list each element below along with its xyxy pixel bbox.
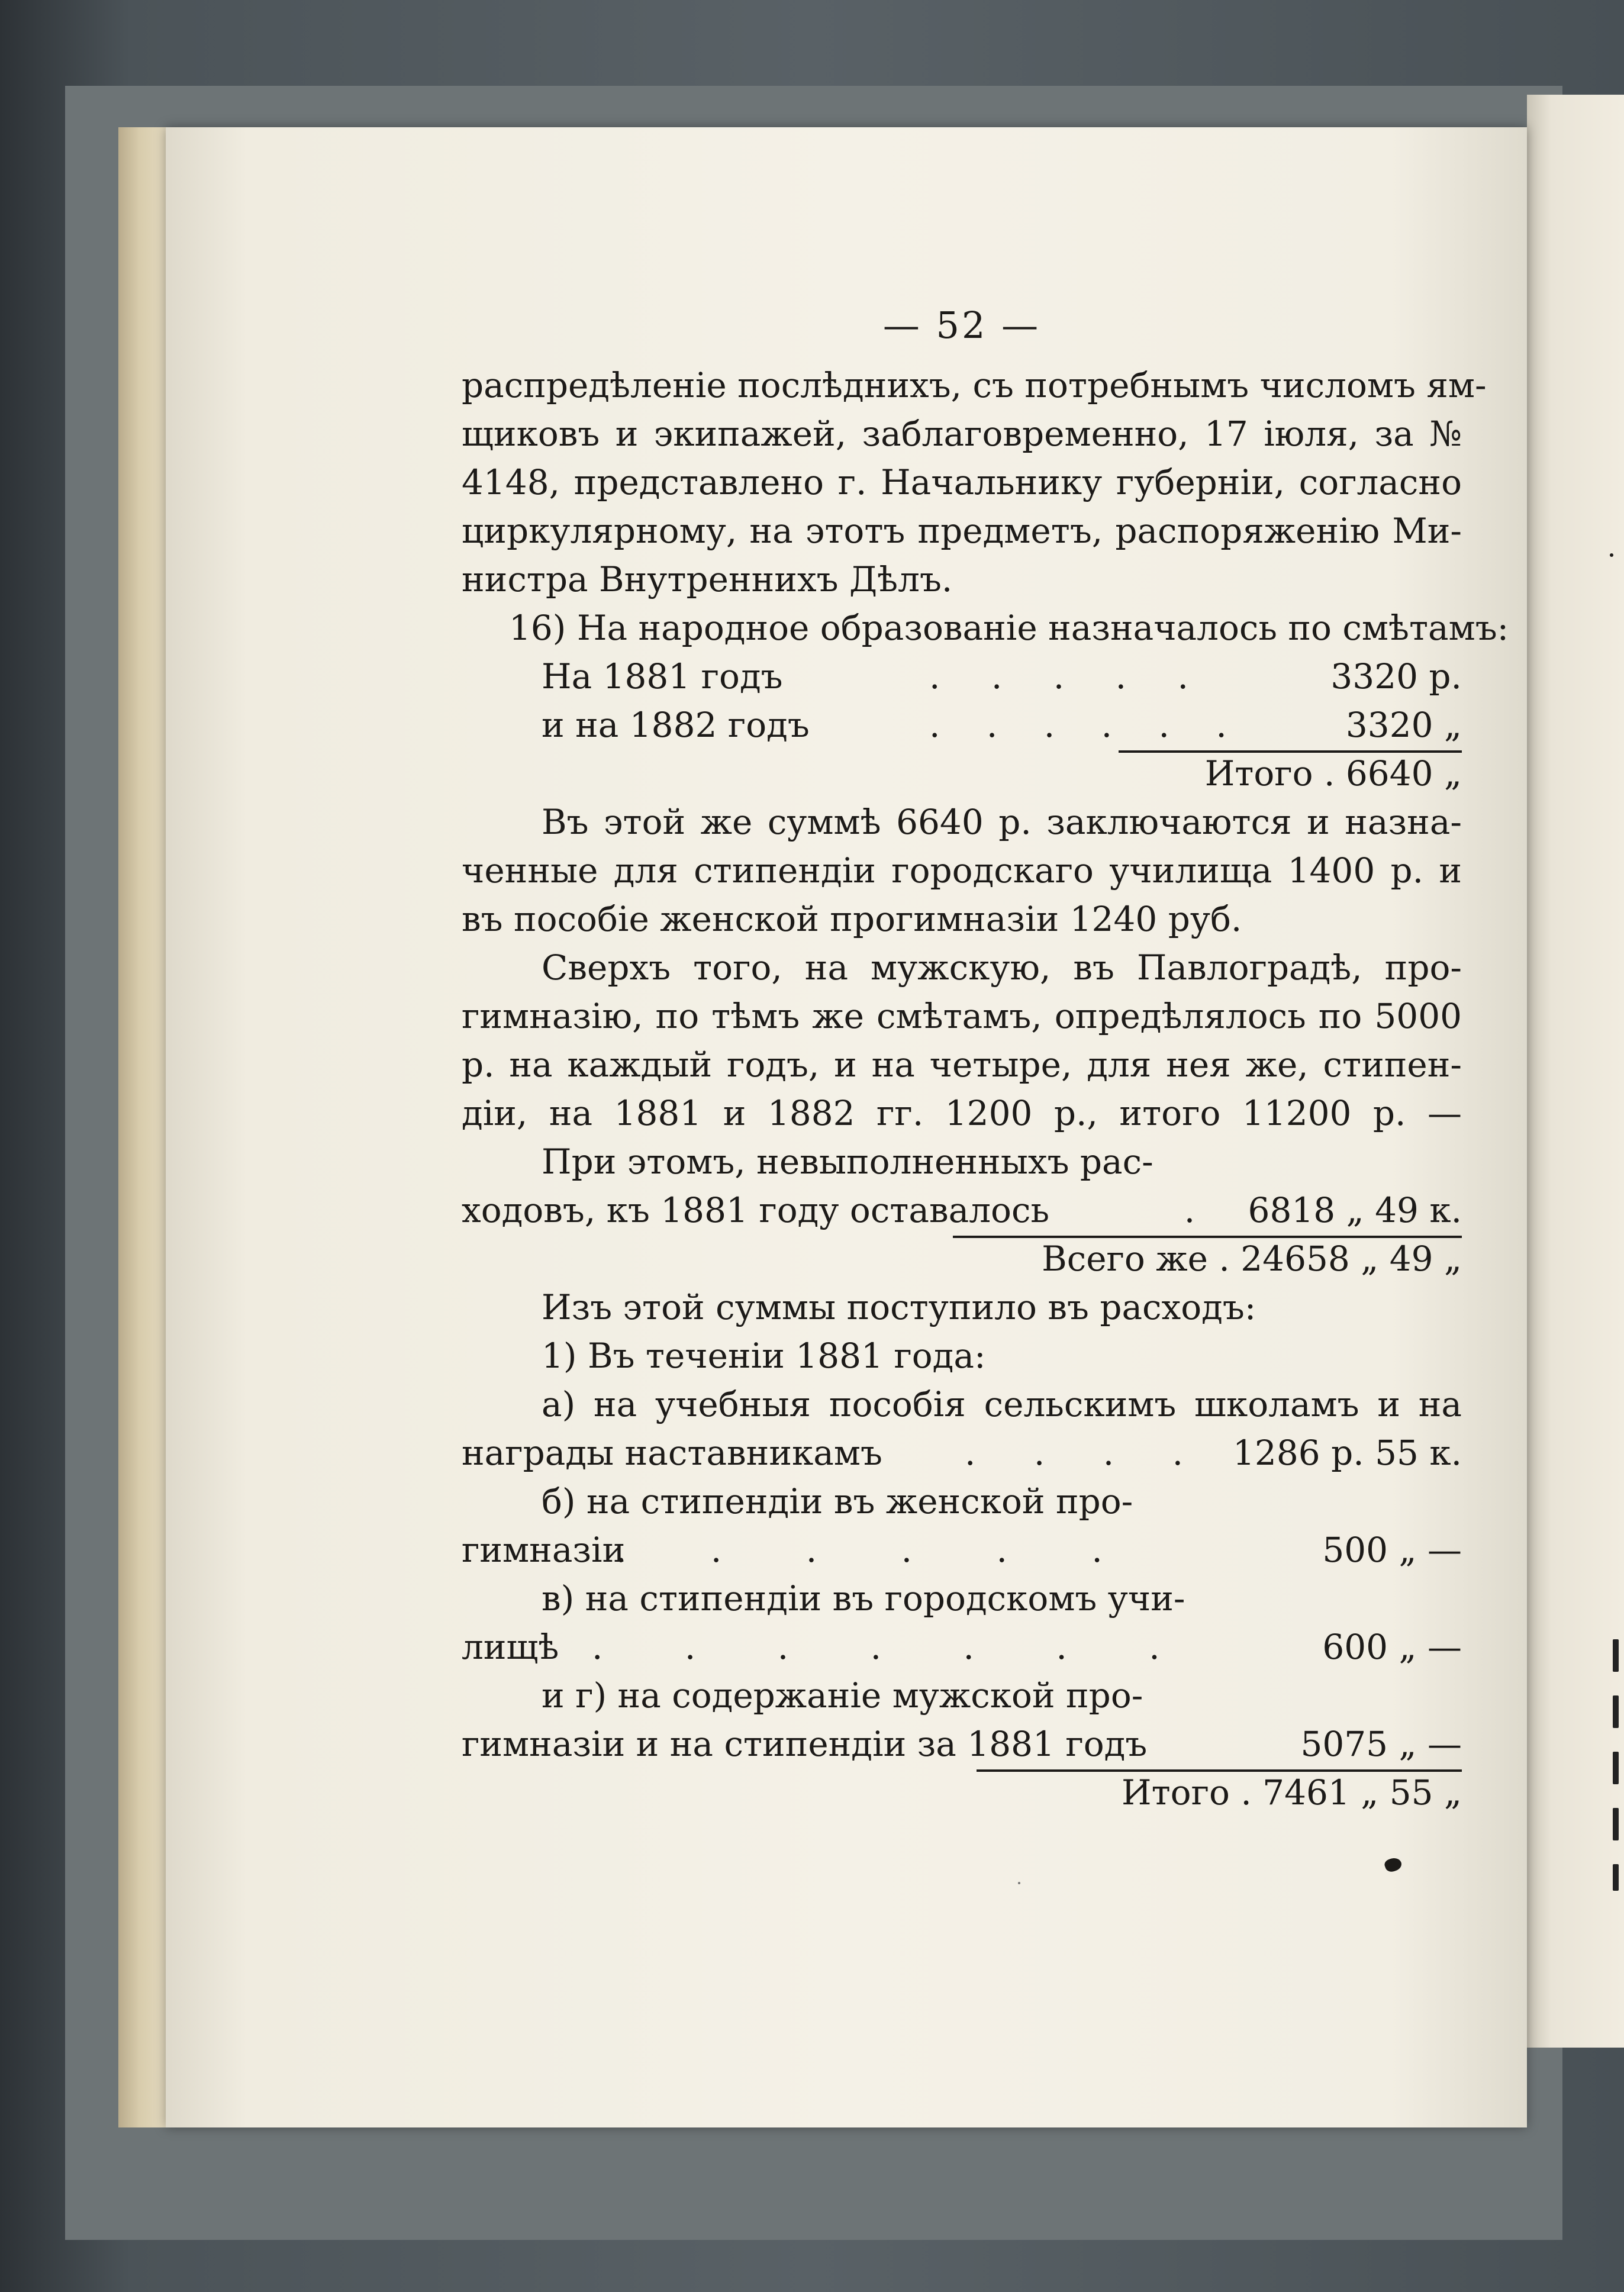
sum-paragraph	[462, 798, 1462, 943]
row-label: гимназіи	[462, 1530, 626, 1570]
budget-row	[462, 1186, 1462, 1234]
budget-row	[462, 1671, 1462, 1720]
text-line: въ пособіе женской прогимназіи 1240 руб.	[462, 899, 1242, 939]
budget-row	[462, 1720, 1462, 1768]
page-text	[462, 290, 1509, 1817]
text-line: діи, на 1881 и 1882 гг. 1200 р., итого 11200 р. —	[462, 1093, 1462, 1133]
row-label: На 1881 годъ	[542, 656, 783, 697]
row-dots: . . . . .	[929, 656, 1209, 697]
row-label: в) на стипендіи въ городскомъ учи-	[542, 1578, 1185, 1619]
row-amount: 3320 р.	[1330, 656, 1462, 697]
text-line: нистра Внутреннихъ Дѣлъ.	[462, 559, 953, 599]
row-label: и на 1882 годъ	[542, 705, 810, 745]
row-amount: 6818 „ 49 к.	[1248, 1190, 1462, 1230]
row-dots: . . . . . .	[929, 705, 1245, 745]
row-label: ходовъ, къ 1881 году оставалось	[462, 1190, 1050, 1230]
section-heading: Изъ этой суммы поступило въ расходъ:	[542, 1287, 1256, 1327]
budget-total-row	[462, 749, 1462, 798]
row-label: и г) на содержаніе мужской про-	[542, 1675, 1143, 1716]
row-amount: Всего же . 24658 „ 49 „	[1042, 1239, 1462, 1279]
budget-total-row	[462, 1768, 1462, 1817]
text-line: гимназію, по тѣмъ же смѣтамъ, опредѣлялось по 5000	[462, 996, 1462, 1036]
text-line: щиковъ и экипажей, заблаговременно, 17 іюля, за №	[462, 414, 1462, 454]
row-dots: . . . .	[965, 1433, 1207, 1473]
subsection-heading: 1) Въ теченіи 1881 года:	[542, 1336, 986, 1376]
text-line: 4148, представлено г. Начальнику губерніи, согласно	[462, 462, 1462, 502]
text-line: а) на учебныя пособія сельскимъ школамъ и на	[542, 1384, 1462, 1424]
row-label: награды наставникамъ	[462, 1433, 882, 1473]
right-page-edge	[1527, 95, 1624, 2048]
budget-row	[462, 1477, 1462, 1526]
budget-row	[462, 1623, 1462, 1671]
text-line: распредѣленіе послѣднихъ, съ потребнымъ числомъ ям-	[462, 365, 1487, 405]
row-amount: 5075 „ —	[1300, 1724, 1462, 1764]
row-label: гимназіи и на стипендіи за 1881 годъ	[462, 1724, 1148, 1764]
pavlograd-paragraph	[462, 943, 1462, 1137]
row-amount: 3320 „	[1345, 705, 1462, 745]
row-amount: 1286 р. 55 к.	[1233, 1433, 1462, 1473]
text-line: Сверхъ того, на мужскую, въ Павлоградѣ, про-	[542, 947, 1462, 988]
section-16	[462, 604, 1509, 798]
text-line: ченные для стипендіи городскаго училища 1400 р. и	[462, 850, 1462, 891]
unfulfilled-expenses	[462, 1137, 1462, 1283]
page-stack-edge	[118, 127, 172, 2127]
row-dots: . . . . . .	[616, 1530, 1139, 1570]
row-amount: 500 „ —	[1322, 1530, 1462, 1570]
expenses-section	[462, 1283, 1462, 1817]
row-dots: .	[1184, 1190, 1196, 1230]
text-line: При этомъ, невыполненныхъ рас-	[542, 1142, 1153, 1182]
budget-row	[462, 652, 1462, 701]
text-line: циркулярному, на этотъ предметъ, распоряженію Ми-	[462, 511, 1462, 551]
budget-row	[462, 1526, 1462, 1574]
opening-paragraph	[462, 361, 1487, 604]
text-line: р. на каждый годъ, и на четыре, для нея же, стипен-	[462, 1045, 1462, 1085]
budget-row	[462, 1574, 1462, 1623]
row-amount: Итого . 6640 „	[1204, 753, 1462, 794]
text-line: Въ этой же суммѣ 6640 р. заключаются и назна-	[542, 802, 1462, 842]
page-number: — 52 —	[882, 304, 1041, 347]
row-amount: 600 „ —	[1322, 1627, 1462, 1667]
row-amount: Итого . 7461 „ 55 „	[1121, 1772, 1462, 1813]
row-dots: . . . . . . .	[592, 1627, 1196, 1667]
budget-row	[462, 1429, 1462, 1477]
row-label: б) на стипендіи въ женской про-	[542, 1481, 1133, 1521]
budget-row	[462, 701, 1462, 749]
row-label: лищѣ	[462, 1627, 559, 1667]
budget-total-row	[462, 1234, 1462, 1283]
section-heading: 16) На народное образованіе назначалось по смѣтамъ:	[509, 608, 1509, 648]
